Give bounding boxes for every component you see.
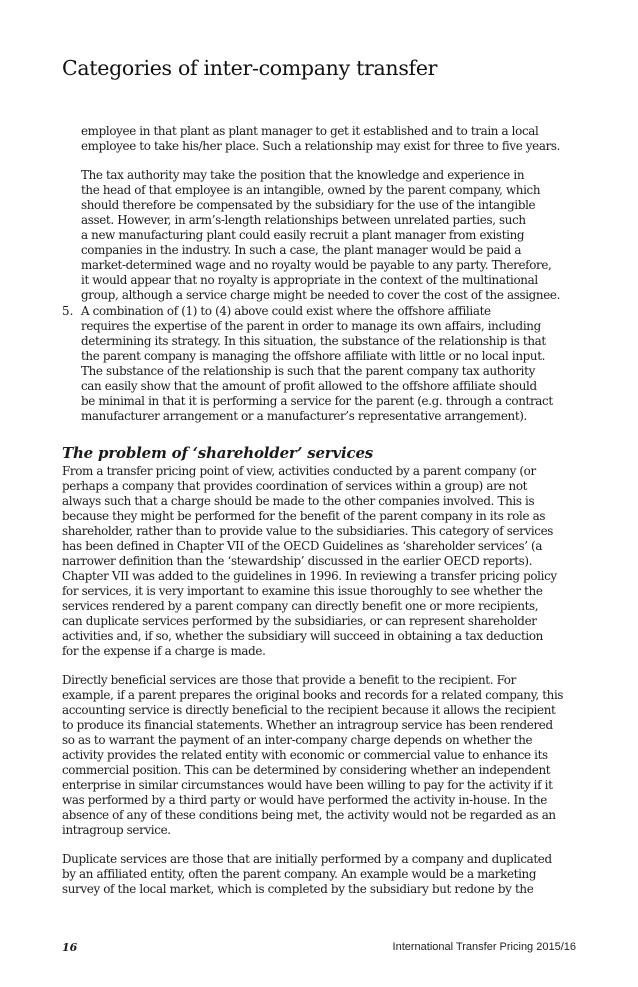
text-line: survey of the local market, which is completed by the subsidiary but redone by the: [62, 882, 534, 896]
text-line: was performed by a third party or would have performed the activity in-house. In the: [62, 793, 547, 807]
text-line: determining its strategy. In this situation, the substance of the relationship is that: [81, 334, 546, 348]
text-line: manufacturer arrangement or a manufacturer’s representative arrangement).: [81, 409, 527, 423]
text-line: employee in that plant as plant manager to get it established and to train a local: [81, 124, 539, 138]
text-line: intragroup service.: [62, 823, 171, 837]
text-line: market-determined wage and no royalty would be payable to any party. Therefore,: [81, 258, 552, 272]
text-line: group, although a service charge might be needed to cover the cost of the assignee.: [81, 288, 561, 302]
text-line: has been defined in Chapter VII of the OECD Guidelines as ‘shareholder services’ (a: [62, 539, 543, 553]
text-line: should therefore be compensated by the subsidiary for the use of the intangible: [81, 198, 536, 212]
text-line: by an affiliated entity, often the parent company. An example would be a marketing: [62, 867, 537, 881]
text-line: because they might be performed for the benefit of the parent company in its role as: [62, 509, 546, 523]
text-line: the head of that employee is an intangible, owned by the parent company, which: [81, 183, 541, 197]
publication-title: International Transfer Pricing 2015/16: [392, 941, 576, 953]
text-line: activity provides the related entity with economic or commercial value to enhance its: [62, 748, 548, 762]
text-line: can easily show that the amount of profit allowed to the offshore affiliate should: [81, 379, 537, 393]
text-line: it would appear that no royalty is appropriate in the context of the multinational: [81, 273, 538, 287]
text-line: employee to take his/her place. Such a relationship may exist for three to five years.: [81, 139, 561, 153]
text-line: From a transfer pricing point of view, activities conducted by a parent company (or: [62, 464, 536, 478]
text-line: Directly beneficial services are those that provide a benefit to the recipient. For: [62, 673, 516, 687]
text-line: The substance of the relationship is such that the parent company tax authority: [81, 364, 535, 378]
text-line: for the expense if a charge is made.: [62, 644, 266, 658]
text-line: example, if a parent prepares the original books and records for a related company, this: [62, 688, 564, 702]
text-line: narrower definition than the ‘stewardship’ discussed in the earlier OECD reports).: [62, 554, 533, 568]
text-line: enterprise in similar circumstances would have been willing to pay for the activity if it: [62, 778, 553, 792]
text-line: companies in the industry. In such a case, the plant manager would be paid a: [81, 243, 522, 257]
page-title: Categories of inter-company transfer: [62, 56, 438, 80]
list-number: 5.: [62, 304, 74, 318]
text-line: Duplicate services are those that are initially performed by a company and duplicated: [62, 852, 552, 866]
text-line: services rendered by a parent company can directly benefit one or more recipients,: [62, 599, 539, 613]
text-line: shareholder, rather than to provide value to the subsidiaries. This category of services: [62, 524, 554, 538]
text-line: asset. However, in arm’s-length relationships between unrelated parties, such: [81, 213, 526, 227]
text-line: requires the expertise of the parent in order to manage its own affairs, including: [81, 319, 541, 333]
text-line: absence of any of these conditions being met, the activity would not be regarded as an: [62, 808, 556, 822]
text-line: The tax authority may take the position that the knowledge and experience in: [81, 168, 525, 182]
text-line: activities and, if so, whether the subsidiary will succeed in obtaining a tax deduction: [62, 629, 543, 643]
text-line: be minimal in that it is performing a service for the parent (e.g. through a contract: [81, 394, 553, 408]
text-line: the parent company is managing the offshore affiliate with little or no local input.: [81, 349, 546, 363]
text-line: accounting service is directly beneficial to the recipient because it allows the recipient: [62, 703, 556, 717]
text-line: A combination of (1) to (4) above could exist where the offshore affiliate: [81, 304, 491, 318]
text-line: so as to warrant the payment of an inter-company charge depends on whether the: [62, 733, 533, 747]
page-number: 16: [62, 941, 78, 954]
text-line: a new manufacturing plant could easily recruit a plant manager from existing: [81, 228, 525, 242]
text-line: can duplicate services performed by the subsidiaries, or can represent shareholder: [62, 614, 537, 628]
text-line: to produce its financial statements. Whether an intragroup service has been rendered: [62, 718, 553, 732]
text-line: for services, it is very important to examine this issue thoroughly to see whether the: [62, 584, 543, 598]
text-line: perhaps a company that provides coordination of services within a group) are not: [62, 479, 528, 493]
text-line: always such that a charge should be made to the other companies involved. This is: [62, 494, 535, 508]
section-heading: The problem of ‘shareholder’ services: [62, 444, 374, 462]
text-line: Chapter VII was added to the guidelines in 1996. In reviewing a transfer pricing policy: [62, 569, 557, 583]
text-line: commercial position. This can be determined by considering whether an independent: [62, 763, 551, 777]
